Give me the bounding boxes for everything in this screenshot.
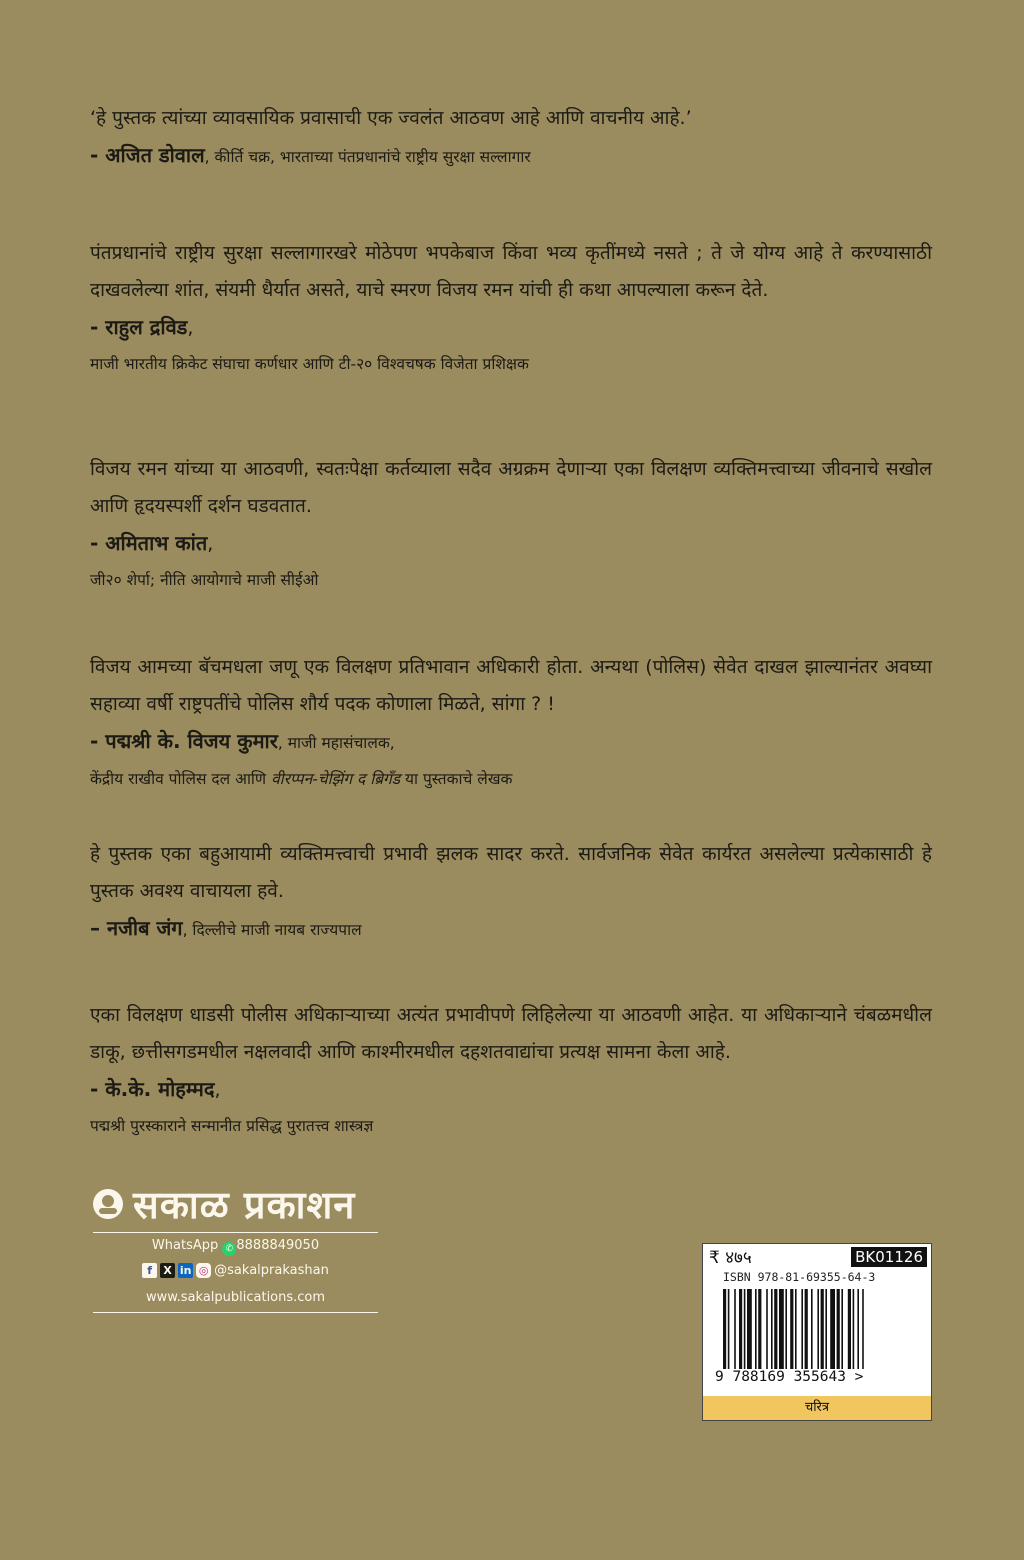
linkedin-icon[interactable]: in <box>179 1264 192 1277</box>
blurb-text: विजय आमच्या बॅचमधला जणू एक विलक्षण प्रतिभावान अधिकारी होता. अन्यथा (पोलिस) सेवेत दाखल झाल्यानंतर अवघ्या सहाव्या वर्षी राष्ट्रपतींचे पोलिस शौर्य पदक कोणाला मिळते, सांगा ? ! <box>90 656 932 715</box>
author-name: - राहुल द्रविड <box>90 315 188 339</box>
social-handle[interactable]: @sakalprakashan <box>214 1263 329 1278</box>
publisher-logo-icon <box>93 1189 123 1219</box>
role-text: या पुस्तकाचे लेखक <box>400 770 513 788</box>
attribution <box>90 910 932 948</box>
author-name: - अजित डोवाल <box>90 143 205 167</box>
social-links <box>93 1263 378 1278</box>
blurb-text: पंतप्रधानांचे राष्ट्रीय सुरक्षा सल्लागारखरे मोठेपण भपकेबाज किंवा भव्य कृतींमध्ये नसते ; ते जे योग्य आहे ते करण्यासाठी दाखवलेल्या शांत, संयमी धैर्यात असते, याचे स्मरण विजय रमन यांची ही कथा आपल्याला करून देते. <box>90 242 932 301</box>
x-icon[interactable]: X <box>160 1263 175 1278</box>
divider <box>93 1232 378 1233</box>
blurb-text: ‘हे पुस्तक त्यांच्या व्यावसायिक प्रवासाची एक ज्वलंत आठवण आहे आणि वाचनीय आहे.’ <box>90 107 692 129</box>
blurb-vijay-kumar <box>90 649 932 797</box>
barcode-box <box>702 1243 932 1421</box>
author-role: पद्मश्री पुरस्काराने सन्मानीत प्रसिद्ध पुरातत्त्व शास्त्रज्ञ <box>90 1117 374 1135</box>
website-link[interactable]: www.sakalpublications.com <box>145 1290 326 1305</box>
publisher-logo <box>93 1178 355 1230</box>
blurb-kant <box>90 451 932 598</box>
name-suffix: , <box>207 533 214 555</box>
name-suffix: , <box>214 1079 221 1101</box>
author-name: – नजीब जंग <box>90 916 183 940</box>
book-code: BK01126 <box>851 1247 927 1267</box>
attribution <box>90 1071 932 1108</box>
author-role: जी२० शेर्पा; नीति आयोगाचे माजी सीईओ <box>90 571 319 589</box>
author-name: - अमिताभ कांत <box>90 531 208 555</box>
name-suffix: , <box>187 317 194 339</box>
publisher-name: सकाळ प्रकाशन <box>133 1183 356 1227</box>
author-role-line2 <box>90 761 932 797</box>
isbn: ISBN 978-81-69355-64-3 <box>723 1270 876 1284</box>
attribution <box>90 309 932 346</box>
whatsapp-label: WhatsApp <box>151 1238 219 1253</box>
blurb-text: एका विलक्षण धाडसी पोलीस अधिकाऱ्याच्या अत्यंत प्रभावीपणे लिहिलेल्या या आठवणी आहेत. या अधिकाऱ्याने चंबळमधील डाकू, छत्तीसगडमधील नक्षलवादी आणि काश्मीरमधील दहशतवाद्यांचा प्रत्यक्ष सामना केला आहे. <box>90 1004 932 1063</box>
whatsapp-icon: ✆ <box>222 1242 236 1256</box>
blurb-text: हे पुस्तक एका बहुआयामी व्यक्तिमत्त्वाची प्रभावी झलक सादर करते. सार्वजनिक सेवेत कार्यरत असलेल्या प्रत्येकासाठी हे पुस्तक अवश्य वाचायला हवे. <box>90 843 932 902</box>
role-text: केंद्रीय राखीव पोलिस दल आणि <box>90 770 272 788</box>
whatsapp-number[interactable]: 8888849050 <box>236 1238 320 1253</box>
category-label: चरित्र <box>703 1396 931 1420</box>
price: ₹ ४७५ <box>709 1248 752 1268</box>
author-name: - के.के. मोहम्मद <box>90 1077 215 1101</box>
blurb-doval <box>90 100 932 175</box>
whatsapp-contact <box>93 1238 378 1256</box>
author-role: , कीर्ति चक्र, भारताच्या पंतप्रधानांचे राष्ट्रीय सुरक्षा सल्लागार <box>204 148 531 166</box>
book-title: वीरप्पन-चेझिंग द ब्रिगँड <box>271 770 401 788</box>
attribution <box>90 137 932 175</box>
divider <box>93 1312 378 1313</box>
blurb-text: विजय रमन यांच्या या आठवणी, स्वतःपेक्षा कर्तव्याला सदैव अग्रक्रम देणाऱ्या एका विलक्षण व्यक्तिमत्त्वाच्या जीवनाचे सखोल आणि हृदयस्पर्शी दर्शन घडवतात. <box>90 458 932 517</box>
blurb-dravid <box>90 235 932 382</box>
author-role: , दिल्लीचे माजी नायब राज्यपाल <box>182 921 362 939</box>
instagram-icon[interactable]: ◎ <box>196 1263 211 1278</box>
author-name: - पद्मश्री के. विजय कुमार <box>90 729 278 753</box>
barcode-digits: 9 788169 355643 > <box>713 1369 931 1385</box>
attribution <box>90 723 932 761</box>
facebook-icon[interactable]: f <box>142 1263 157 1278</box>
author-role: , माजी महासंचालक, <box>277 734 395 752</box>
blurb-jung <box>90 836 932 948</box>
author-role: माजी भारतीय क्रिकेट संघाचा कर्णधार आणि टी-२० विश्वचषक विजेता प्रशिक्षक <box>90 355 529 373</box>
attribution <box>90 525 932 562</box>
blurb-mohammed <box>90 997 932 1144</box>
